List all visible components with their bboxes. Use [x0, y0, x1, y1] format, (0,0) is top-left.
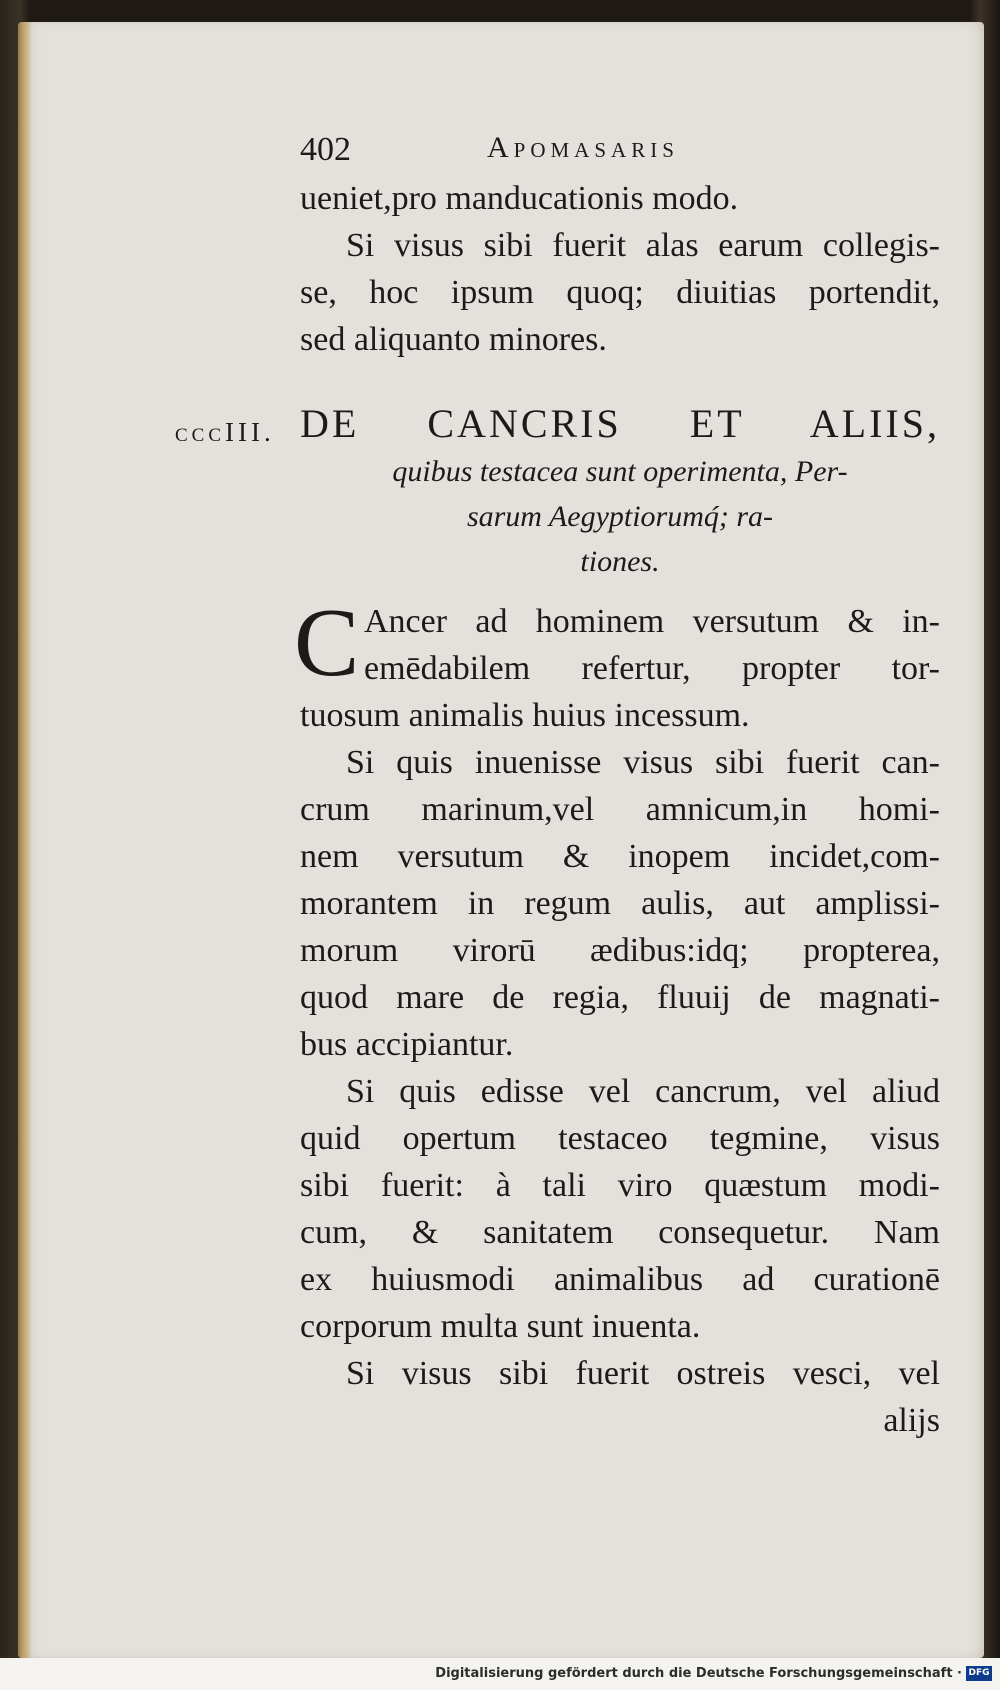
running-head	[300, 125, 940, 175]
text-line: ueniet,pro manducationis modo.	[300, 180, 739, 217]
text-line: emēdabilem refertur, propter tor-	[364, 650, 940, 687]
drop-cap: C	[294, 589, 360, 697]
text-line: nem versutum & inopem incidet,com-	[300, 838, 940, 875]
text-line: sibi fuerit: à tali viro quæstum modi-	[300, 1167, 940, 1204]
chapter-subtitle-line: quibus testacea sunt operimenta, Per-	[392, 455, 848, 488]
funding-credit: Digitalisierung gefördert durch die Deutsche Forschungsgemeinschaft ·	[435, 1666, 962, 1681]
text-line: Ancer ad hominem versutum & in-	[364, 603, 940, 640]
page-number: 402	[300, 131, 351, 168]
chapter-subtitle-line: sarum Aegyptiorumq́; ra-	[466, 500, 774, 533]
text-line: corporum multa sunt inuenta.	[300, 1308, 701, 1345]
chapter-subtitle-line: tiones.	[580, 545, 660, 578]
digitization-footer	[0, 1658, 1000, 1690]
text-line: quid opertum testaceo tegmine, visus	[300, 1120, 940, 1157]
text-line: ex huiusmodi animalibus ad curationē	[300, 1261, 940, 1298]
text-line: se, hoc ipsum quoq; diuitias portendit,	[300, 274, 940, 311]
text-line: Si visus sibi fuerit ostreis vesci, vel	[346, 1355, 940, 1392]
text-line: cum, & sanitatem consequetur. Nam	[300, 1214, 940, 1251]
paragraph-opening	[294, 589, 940, 697]
text-line: Si quis inuenisse visus sibi fuerit can-	[346, 744, 940, 781]
text-line: morantem in regum aulis, aut amplissi-	[300, 885, 940, 922]
text-line: tuosum animalis huius incessum.	[300, 697, 750, 734]
text-line: crum marinum,vel amnicum,in homi-	[300, 791, 940, 828]
text-line: sed aliquanto minores.	[300, 321, 607, 358]
text-line: Si quis edisse vel cancrum, vel aliud	[346, 1073, 940, 1110]
text-line: Si visus sibi fuerit alas earum collegis-	[346, 227, 940, 264]
text-line: quod mare de regia, fluuij de magnati-	[300, 979, 940, 1016]
running-title: Apomasaris	[487, 131, 679, 164]
chapter-title: DE CANCRIS ET ALIIS,	[300, 401, 940, 446]
page-text	[294, 125, 940, 1444]
catchword: alijs	[883, 1402, 940, 1439]
chapter-number: cccIII.	[175, 417, 275, 447]
text-line: bus accipiantur.	[300, 1026, 514, 1063]
text-line: morum virorū ædibus:idq; propterea,	[300, 932, 940, 969]
dfg-logo: DFG	[966, 1666, 992, 1681]
